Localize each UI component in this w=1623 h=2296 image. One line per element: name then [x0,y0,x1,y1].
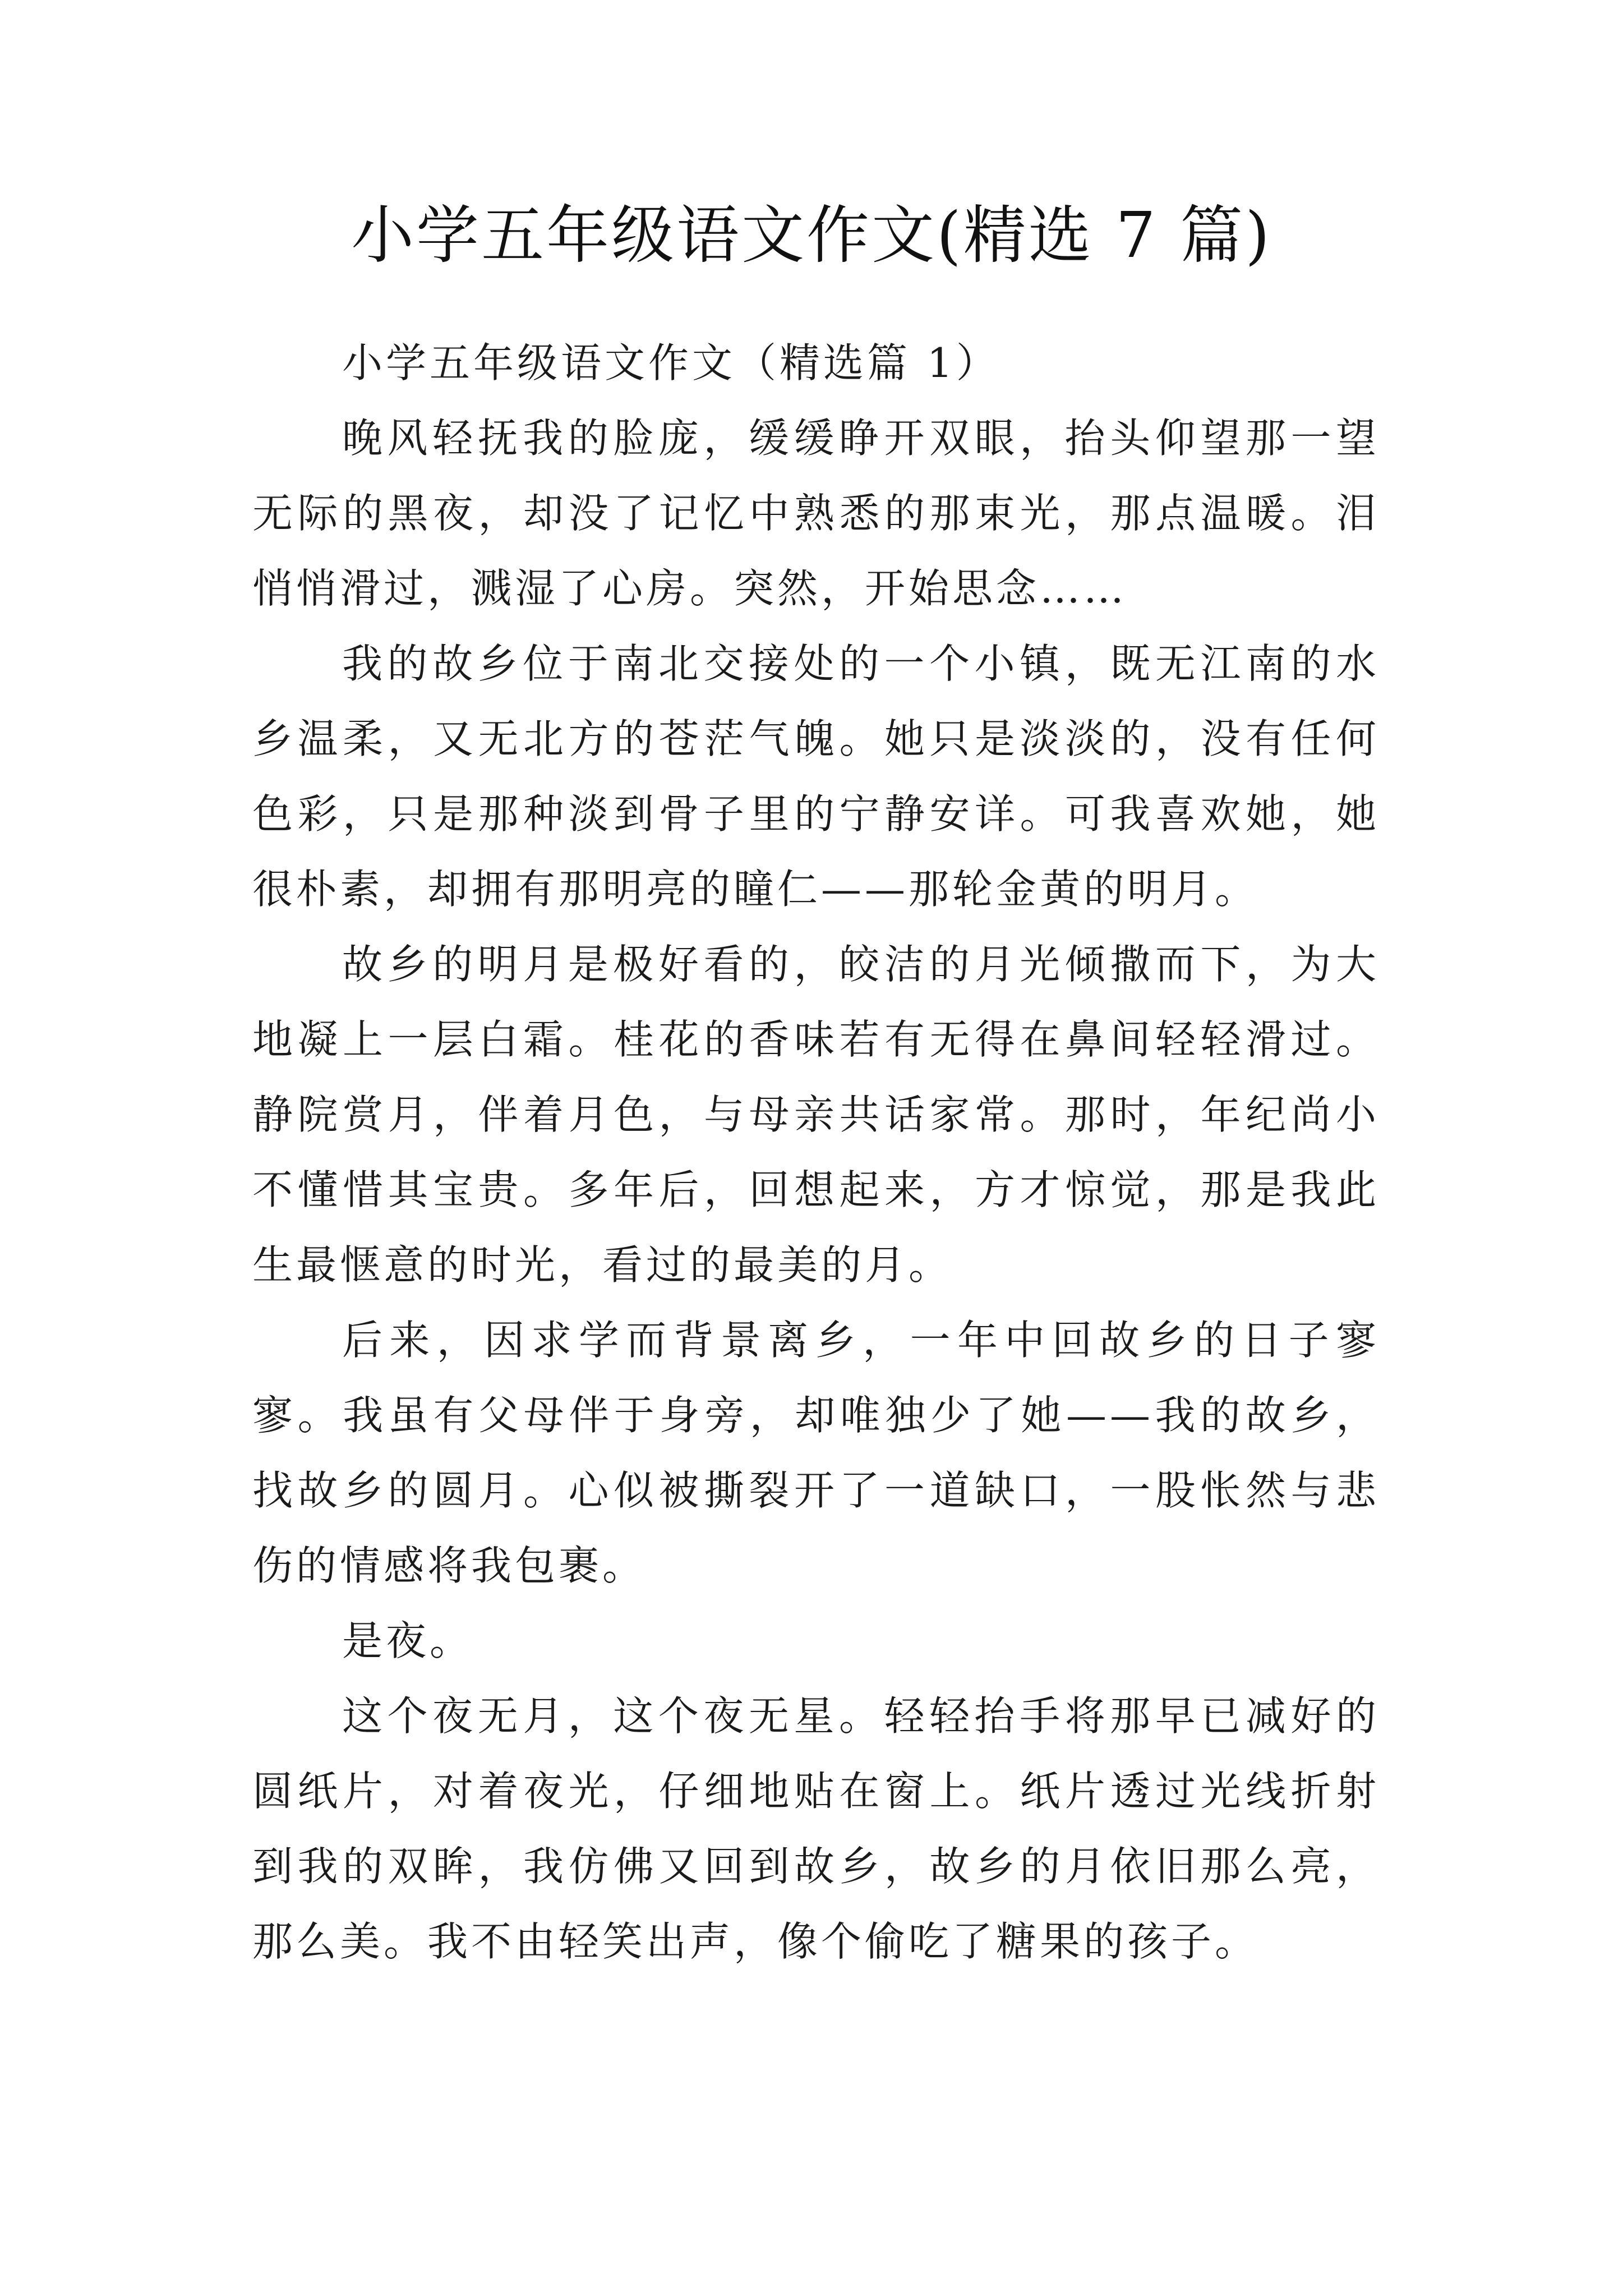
paragraph: 这个夜无月，这个夜无星。轻轻抬手将那早已减好的圆纸片，对着夜光，仔细地贴在窗上。纸片透过光线折射到我的双眸，我仿佛又回到故乡，故乡的月依旧那么亮，那么美。我不由轻笑出声，像个偷吃了糖果的孩子。 [252,1692,1380,1965]
paragraph: 我的故乡位于南北交接处的一个小镇，既无江南的水乡温柔，又无北方的苍茫气魄。她只是淡淡的，没有任何色彩，只是那种淡到骨子里的宁静安详。可我喜欢她，她很朴素，却拥有那明亮的瞳仁——那轮金黄的明月。 [252,640,1380,913]
paragraph: 故乡的明月是极好看的，皎洁的月光倾撒而下，为大地凝上一层白霜。桂花的香味若有无得在鼻间轻轻滑过。静院赏月，伴着月色，与母亲共话家常。那时，年纪尚小不懂惜其宝贵。多年后，回想起来，方才惊觉，那是我此生最惬意的时光，看过的最美的月。 [252,941,1380,1289]
document-body [252,325,1380,1979]
paragraph: 后来，因求学而背景离乡，一年中回故乡的日子寥寥。我虽有父母伴于身旁，却唯独少了她——我的故乡，找故乡的圆月。心似被撕裂开了一道缺口，一股怅然与悲伤的情感将我包裹。 [252,1317,1380,1589]
section-heading: 小学五年级语文作文（精选篇 1） [342,339,1000,386]
paragraph: 是夜。 [342,1617,474,1664]
document-title: 小学五年级语文作文(精选 7 篇) [351,199,1272,272]
paragraph: 晚风轻抚我的脸庞，缓缓睁开双眼，抬头仰望那一望无际的黑夜，却没了记忆中熟悉的那束光，那点温暖。泪悄悄滑过，溅湿了心房。突然，开始思念…… [252,415,1380,612]
